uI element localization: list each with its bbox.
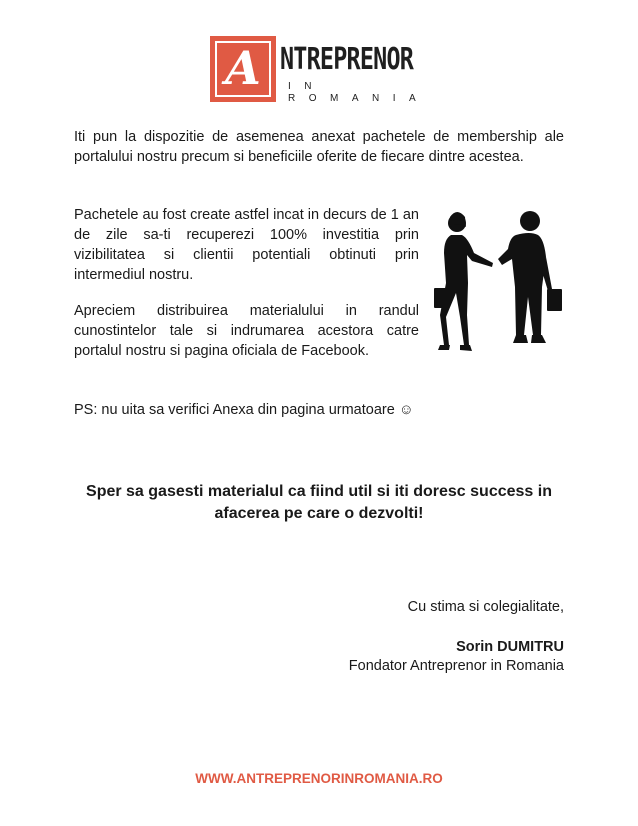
closing-highlight: Sper sa gasesti materialul ca fiind util si iti doresc success in afacerea pe care o dezvolti!: [86, 483, 552, 522]
signature-name: Sorin DUMITRU: [456, 639, 564, 655]
footer-website-link[interactable]: WWW.ANTREPRENORINROMANIA.RO: [195, 771, 443, 786]
signature-closing: Cu stima si colegialitate,: [407, 599, 564, 615]
packages-paragraph: Pachetele au fost create astfel incat in decurs de 1 an de zile sa-ti recuperezi 100% investitia prin vizibilitatea si clientii potentiali obtinuti prin intermediul nostru.: [74, 207, 419, 283]
ps-note: PS: nu uita sa verifici Anexa din pagina urmatoare ☺: [74, 402, 414, 418]
logo-letter: A: [225, 41, 261, 95]
brand-logo: [210, 36, 435, 104]
logo-main-text: NTREPRENOR: [280, 42, 414, 77]
intro-paragraph: Iti pun la dispozitie de asemenea anexat pachetele de membership ale portalului nostru precum si beneficiile oferite de fiecare dintre acestea.: [74, 129, 564, 165]
business-handshake-icon: [420, 205, 570, 365]
logo-sub-text: IN ROMANIA: [288, 81, 430, 104]
signature-role: Fondator Antreprenor in Romania: [348, 658, 564, 674]
sharing-paragraph: Apreciem distribuirea materialului in randul cunostintelor tale si indrumarea acestora catre portalul nostru si pagina oficiala de Facebook.: [74, 303, 419, 359]
logo-badge: [210, 36, 276, 102]
